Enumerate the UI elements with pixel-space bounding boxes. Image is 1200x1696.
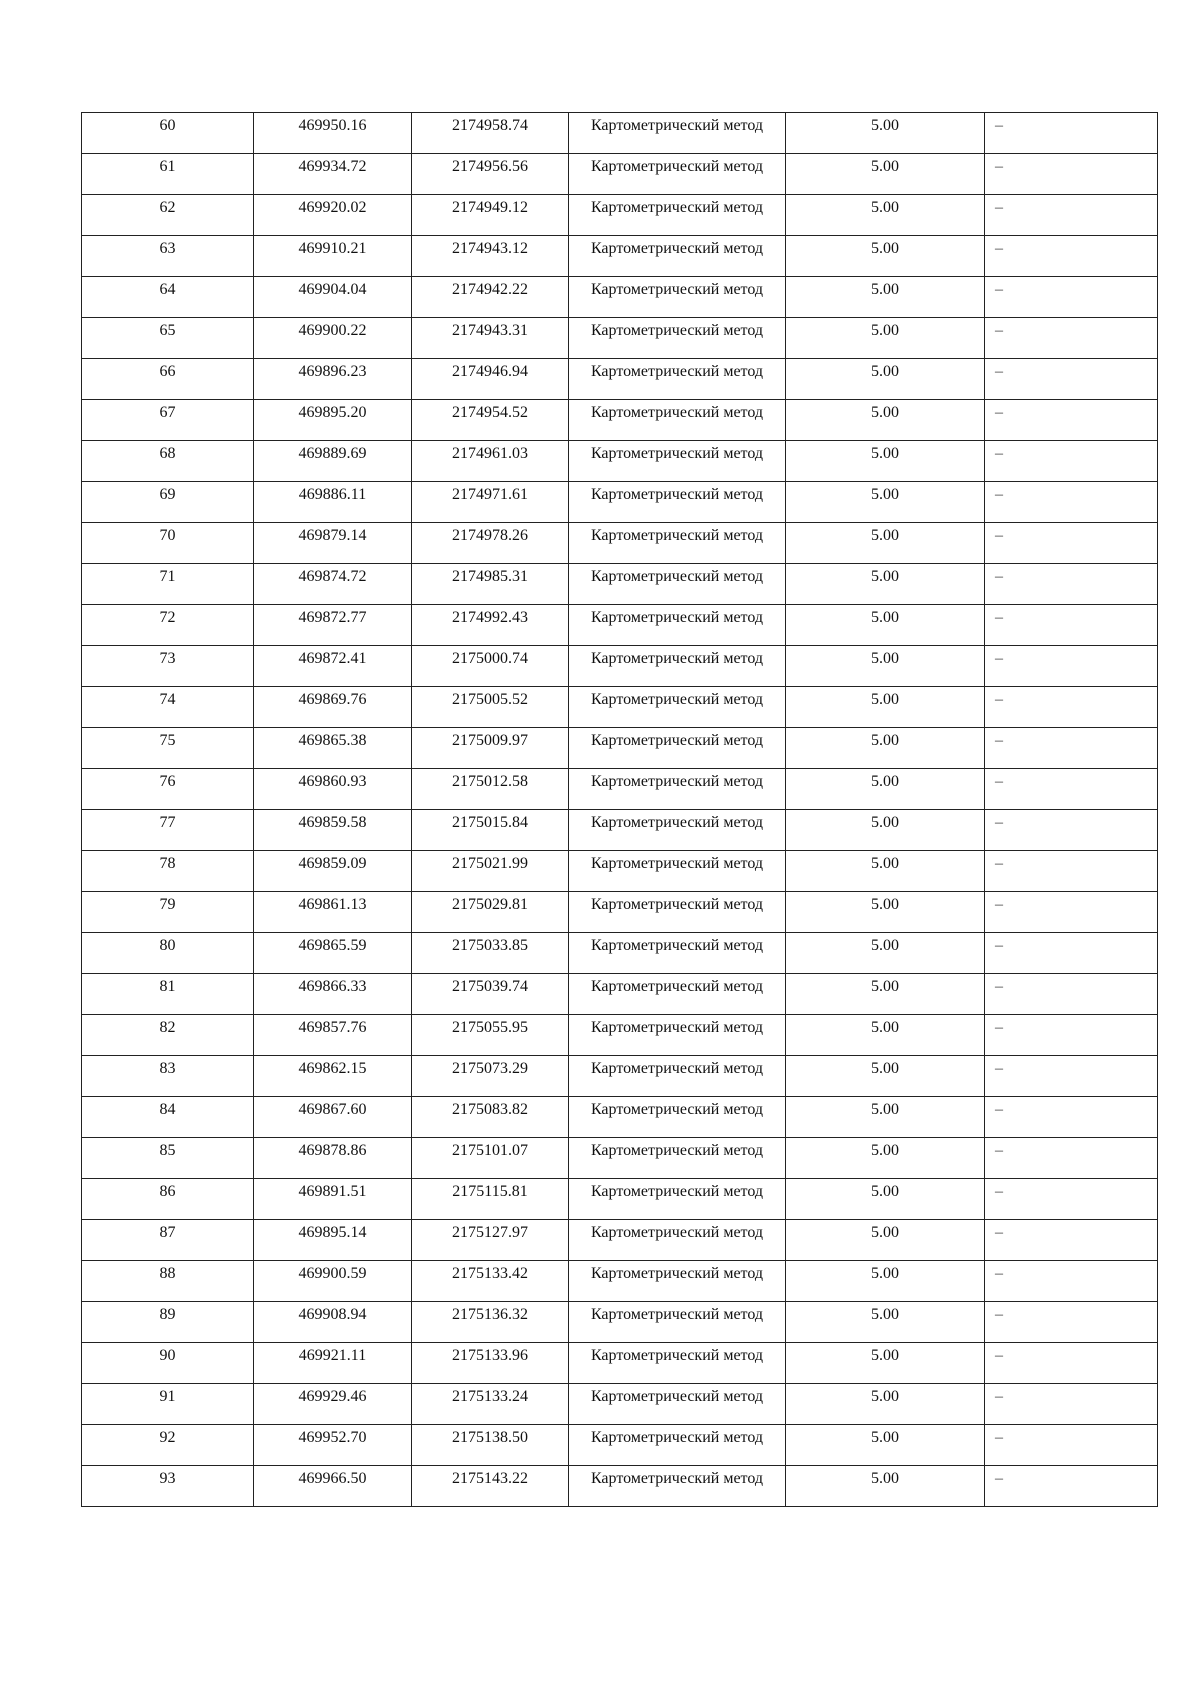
x-coordinate-cell: 469966.50	[254, 1466, 412, 1507]
table-row	[82, 236, 1158, 277]
method-cell: Картометрический метод	[569, 236, 786, 277]
table-row	[82, 1302, 1158, 1343]
method-cell: Картометрический метод	[569, 605, 786, 646]
precision-cell: 5.00	[786, 974, 985, 1015]
y-coordinate-cell: 2174949.12	[412, 195, 569, 236]
note-cell: –	[985, 359, 1158, 400]
table-row	[82, 277, 1158, 318]
y-coordinate-cell: 2175029.81	[412, 892, 569, 933]
method-cell: Картометрический метод	[569, 1097, 786, 1138]
point-number-cell: 75	[82, 728, 254, 769]
precision-cell: 5.00	[786, 892, 985, 933]
x-coordinate-cell: 469872.41	[254, 646, 412, 687]
point-number-cell: 73	[82, 646, 254, 687]
point-number-cell: 63	[82, 236, 254, 277]
precision-cell: 5.00	[786, 851, 985, 892]
precision-cell: 5.00	[786, 1425, 985, 1466]
point-number-cell: 77	[82, 810, 254, 851]
y-coordinate-cell: 2175009.97	[412, 728, 569, 769]
y-coordinate-cell: 2175033.85	[412, 933, 569, 974]
point-number-cell: 88	[82, 1261, 254, 1302]
point-number-cell: 80	[82, 933, 254, 974]
y-coordinate-cell: 2174992.43	[412, 605, 569, 646]
precision-cell: 5.00	[786, 1138, 985, 1179]
method-cell: Картометрический метод	[569, 1220, 786, 1261]
table-row	[82, 1179, 1158, 1220]
y-coordinate-cell: 2175055.95	[412, 1015, 569, 1056]
point-number-cell: 81	[82, 974, 254, 1015]
y-coordinate-cell: 2174942.22	[412, 277, 569, 318]
precision-cell: 5.00	[786, 482, 985, 523]
x-coordinate-cell: 469896.23	[254, 359, 412, 400]
note-cell: –	[985, 236, 1158, 277]
note-cell: –	[985, 1097, 1158, 1138]
note-cell: –	[985, 113, 1158, 154]
x-coordinate-cell: 469865.59	[254, 933, 412, 974]
point-number-cell: 90	[82, 1343, 254, 1384]
method-cell: Картометрический метод	[569, 523, 786, 564]
point-number-cell: 84	[82, 1097, 254, 1138]
table-row	[82, 359, 1158, 400]
method-cell: Картометрический метод	[569, 482, 786, 523]
x-coordinate-cell: 469872.77	[254, 605, 412, 646]
method-cell: Картометрический метод	[569, 1138, 786, 1179]
point-number-cell: 61	[82, 154, 254, 195]
y-coordinate-cell: 2175127.97	[412, 1220, 569, 1261]
x-coordinate-cell: 469874.72	[254, 564, 412, 605]
y-coordinate-cell: 2174943.31	[412, 318, 569, 359]
point-number-cell: 82	[82, 1015, 254, 1056]
precision-cell: 5.00	[786, 605, 985, 646]
x-coordinate-cell: 469866.33	[254, 974, 412, 1015]
y-coordinate-cell: 2175005.52	[412, 687, 569, 728]
table-row	[82, 974, 1158, 1015]
note-cell: –	[985, 646, 1158, 687]
x-coordinate-cell: 469908.94	[254, 1302, 412, 1343]
point-number-cell: 60	[82, 113, 254, 154]
note-cell: –	[985, 933, 1158, 974]
y-coordinate-cell: 2174971.61	[412, 482, 569, 523]
precision-cell: 5.00	[786, 646, 985, 687]
note-cell: –	[985, 892, 1158, 933]
point-number-cell: 87	[82, 1220, 254, 1261]
x-coordinate-cell: 469879.14	[254, 523, 412, 564]
x-coordinate-cell: 469889.69	[254, 441, 412, 482]
note-cell: –	[985, 974, 1158, 1015]
method-cell: Картометрический метод	[569, 195, 786, 236]
x-coordinate-cell: 469886.11	[254, 482, 412, 523]
y-coordinate-cell: 2175073.29	[412, 1056, 569, 1097]
point-number-cell: 64	[82, 277, 254, 318]
note-cell: –	[985, 1466, 1158, 1507]
x-coordinate-cell: 469857.76	[254, 1015, 412, 1056]
method-cell: Картометрический метод	[569, 113, 786, 154]
x-coordinate-cell: 469910.21	[254, 236, 412, 277]
x-coordinate-cell: 469921.11	[254, 1343, 412, 1384]
method-cell: Картометрический метод	[569, 154, 786, 195]
y-coordinate-cell: 2175039.74	[412, 974, 569, 1015]
precision-cell: 5.00	[786, 523, 985, 564]
method-cell: Картометрический метод	[569, 359, 786, 400]
note-cell: –	[985, 769, 1158, 810]
note-cell: –	[985, 1302, 1158, 1343]
table-row	[82, 1056, 1158, 1097]
y-coordinate-cell: 2174985.31	[412, 564, 569, 605]
table-row	[82, 933, 1158, 974]
table-row	[82, 1261, 1158, 1302]
point-number-cell: 72	[82, 605, 254, 646]
method-cell: Картометрический метод	[569, 1425, 786, 1466]
y-coordinate-cell: 2174978.26	[412, 523, 569, 564]
note-cell: –	[985, 277, 1158, 318]
method-cell: Картометрический метод	[569, 1384, 786, 1425]
note-cell: –	[985, 1015, 1158, 1056]
note-cell: –	[985, 318, 1158, 359]
table-row	[82, 769, 1158, 810]
table-row	[82, 1138, 1158, 1179]
point-number-cell: 66	[82, 359, 254, 400]
method-cell: Картометрический метод	[569, 1343, 786, 1384]
note-cell: –	[985, 687, 1158, 728]
x-coordinate-cell: 469859.58	[254, 810, 412, 851]
method-cell: Картометрический метод	[569, 892, 786, 933]
note-cell: –	[985, 1261, 1158, 1302]
point-number-cell: 68	[82, 441, 254, 482]
method-cell: Картометрический метод	[569, 1302, 786, 1343]
table-row	[82, 728, 1158, 769]
precision-cell: 5.00	[786, 1261, 985, 1302]
precision-cell: 5.00	[786, 195, 985, 236]
x-coordinate-cell: 469867.60	[254, 1097, 412, 1138]
table-row	[82, 154, 1158, 195]
table-row	[82, 1466, 1158, 1507]
method-cell: Картометрический метод	[569, 277, 786, 318]
method-cell: Картометрический метод	[569, 646, 786, 687]
precision-cell: 5.00	[786, 728, 985, 769]
x-coordinate-cell: 469952.70	[254, 1425, 412, 1466]
note-cell: –	[985, 1138, 1158, 1179]
note-cell: –	[985, 195, 1158, 236]
method-cell: Картометрический метод	[569, 441, 786, 482]
note-cell: –	[985, 728, 1158, 769]
x-coordinate-cell: 469861.13	[254, 892, 412, 933]
precision-cell: 5.00	[786, 687, 985, 728]
y-coordinate-cell: 2174961.03	[412, 441, 569, 482]
x-coordinate-cell: 469904.04	[254, 277, 412, 318]
precision-cell: 5.00	[786, 441, 985, 482]
x-coordinate-cell: 469891.51	[254, 1179, 412, 1220]
note-cell: –	[985, 482, 1158, 523]
table-row	[82, 1343, 1158, 1384]
table-row	[82, 1384, 1158, 1425]
table-row	[82, 851, 1158, 892]
x-coordinate-cell: 469895.20	[254, 400, 412, 441]
point-number-cell: 65	[82, 318, 254, 359]
x-coordinate-cell: 469878.86	[254, 1138, 412, 1179]
note-cell: –	[985, 441, 1158, 482]
y-coordinate-cell: 2175133.96	[412, 1343, 569, 1384]
point-number-cell: 85	[82, 1138, 254, 1179]
table-row	[82, 1097, 1158, 1138]
precision-cell: 5.00	[786, 1220, 985, 1261]
precision-cell: 5.00	[786, 769, 985, 810]
precision-cell: 5.00	[786, 154, 985, 195]
note-cell: –	[985, 1384, 1158, 1425]
method-cell: Картометрический метод	[569, 810, 786, 851]
note-cell: –	[985, 564, 1158, 605]
note-cell: –	[985, 851, 1158, 892]
x-coordinate-cell: 469934.72	[254, 154, 412, 195]
x-coordinate-cell: 469920.02	[254, 195, 412, 236]
method-cell: Картометрический метод	[569, 1261, 786, 1302]
point-number-cell: 62	[82, 195, 254, 236]
x-coordinate-cell: 469859.09	[254, 851, 412, 892]
x-coordinate-cell: 469950.16	[254, 113, 412, 154]
point-number-cell: 89	[82, 1302, 254, 1343]
table-row	[82, 810, 1158, 851]
table-row	[82, 195, 1158, 236]
y-coordinate-cell: 2175136.32	[412, 1302, 569, 1343]
y-coordinate-cell: 2175133.24	[412, 1384, 569, 1425]
table-row	[82, 892, 1158, 933]
coordinates-table-body	[82, 113, 1158, 1507]
precision-cell: 5.00	[786, 400, 985, 441]
precision-cell: 5.00	[786, 1384, 985, 1425]
point-number-cell: 76	[82, 769, 254, 810]
precision-cell: 5.00	[786, 1466, 985, 1507]
note-cell: –	[985, 400, 1158, 441]
precision-cell: 5.00	[786, 564, 985, 605]
method-cell: Картометрический метод	[569, 400, 786, 441]
x-coordinate-cell: 469900.59	[254, 1261, 412, 1302]
y-coordinate-cell: 2175015.84	[412, 810, 569, 851]
method-cell: Картометрический метод	[569, 1056, 786, 1097]
method-cell: Картометрический метод	[569, 851, 786, 892]
table-row	[82, 523, 1158, 564]
note-cell: –	[985, 810, 1158, 851]
method-cell: Картометрический метод	[569, 933, 786, 974]
point-number-cell: 71	[82, 564, 254, 605]
method-cell: Картометрический метод	[569, 1466, 786, 1507]
x-coordinate-cell: 469900.22	[254, 318, 412, 359]
precision-cell: 5.00	[786, 113, 985, 154]
y-coordinate-cell: 2175083.82	[412, 1097, 569, 1138]
y-coordinate-cell: 2174954.52	[412, 400, 569, 441]
note-cell: –	[985, 154, 1158, 195]
y-coordinate-cell: 2175012.58	[412, 769, 569, 810]
point-number-cell: 70	[82, 523, 254, 564]
y-coordinate-cell: 2174956.56	[412, 154, 569, 195]
table-row	[82, 687, 1158, 728]
table-row	[82, 441, 1158, 482]
precision-cell: 5.00	[786, 277, 985, 318]
point-number-cell: 78	[82, 851, 254, 892]
point-number-cell: 79	[82, 892, 254, 933]
table-row	[82, 482, 1158, 523]
point-number-cell: 67	[82, 400, 254, 441]
y-coordinate-cell: 2175143.22	[412, 1466, 569, 1507]
precision-cell: 5.00	[786, 810, 985, 851]
table-row	[82, 113, 1158, 154]
precision-cell: 5.00	[786, 318, 985, 359]
coordinates-table	[81, 112, 1158, 1507]
y-coordinate-cell: 2175101.07	[412, 1138, 569, 1179]
point-number-cell: 93	[82, 1466, 254, 1507]
note-cell: –	[985, 605, 1158, 646]
table-row	[82, 400, 1158, 441]
x-coordinate-cell: 469860.93	[254, 769, 412, 810]
precision-cell: 5.00	[786, 1056, 985, 1097]
y-coordinate-cell: 2175115.81	[412, 1179, 569, 1220]
x-coordinate-cell: 469869.76	[254, 687, 412, 728]
precision-cell: 5.00	[786, 236, 985, 277]
point-number-cell: 92	[82, 1425, 254, 1466]
method-cell: Картометрический метод	[569, 1015, 786, 1056]
method-cell: Картометрический метод	[569, 974, 786, 1015]
table-row	[82, 1015, 1158, 1056]
precision-cell: 5.00	[786, 359, 985, 400]
precision-cell: 5.00	[786, 1015, 985, 1056]
method-cell: Картометрический метод	[569, 728, 786, 769]
table-row	[82, 564, 1158, 605]
point-number-cell: 74	[82, 687, 254, 728]
note-cell: –	[985, 1425, 1158, 1466]
precision-cell: 5.00	[786, 1302, 985, 1343]
method-cell: Картометрический метод	[569, 1179, 786, 1220]
note-cell: –	[985, 1179, 1158, 1220]
precision-cell: 5.00	[786, 933, 985, 974]
table-row	[82, 318, 1158, 359]
method-cell: Картометрический метод	[569, 769, 786, 810]
table-row	[82, 605, 1158, 646]
y-coordinate-cell: 2175138.50	[412, 1425, 569, 1466]
precision-cell: 5.00	[786, 1179, 985, 1220]
y-coordinate-cell: 2174946.94	[412, 359, 569, 400]
y-coordinate-cell: 2174958.74	[412, 113, 569, 154]
note-cell: –	[985, 1343, 1158, 1384]
y-coordinate-cell: 2174943.12	[412, 236, 569, 277]
table-row	[82, 1220, 1158, 1261]
y-coordinate-cell: 2175000.74	[412, 646, 569, 687]
point-number-cell: 91	[82, 1384, 254, 1425]
precision-cell: 5.00	[786, 1097, 985, 1138]
table-row	[82, 646, 1158, 687]
precision-cell: 5.00	[786, 1343, 985, 1384]
x-coordinate-cell: 469895.14	[254, 1220, 412, 1261]
method-cell: Картометрический метод	[569, 687, 786, 728]
method-cell: Картометрический метод	[569, 318, 786, 359]
method-cell: Картометрический метод	[569, 564, 786, 605]
note-cell: –	[985, 523, 1158, 564]
note-cell: –	[985, 1056, 1158, 1097]
note-cell: –	[985, 1220, 1158, 1261]
y-coordinate-cell: 2175021.99	[412, 851, 569, 892]
point-number-cell: 69	[82, 482, 254, 523]
table-row	[82, 1425, 1158, 1466]
x-coordinate-cell: 469862.15	[254, 1056, 412, 1097]
x-coordinate-cell: 469929.46	[254, 1384, 412, 1425]
y-coordinate-cell: 2175133.42	[412, 1261, 569, 1302]
x-coordinate-cell: 469865.38	[254, 728, 412, 769]
point-number-cell: 86	[82, 1179, 254, 1220]
point-number-cell: 83	[82, 1056, 254, 1097]
